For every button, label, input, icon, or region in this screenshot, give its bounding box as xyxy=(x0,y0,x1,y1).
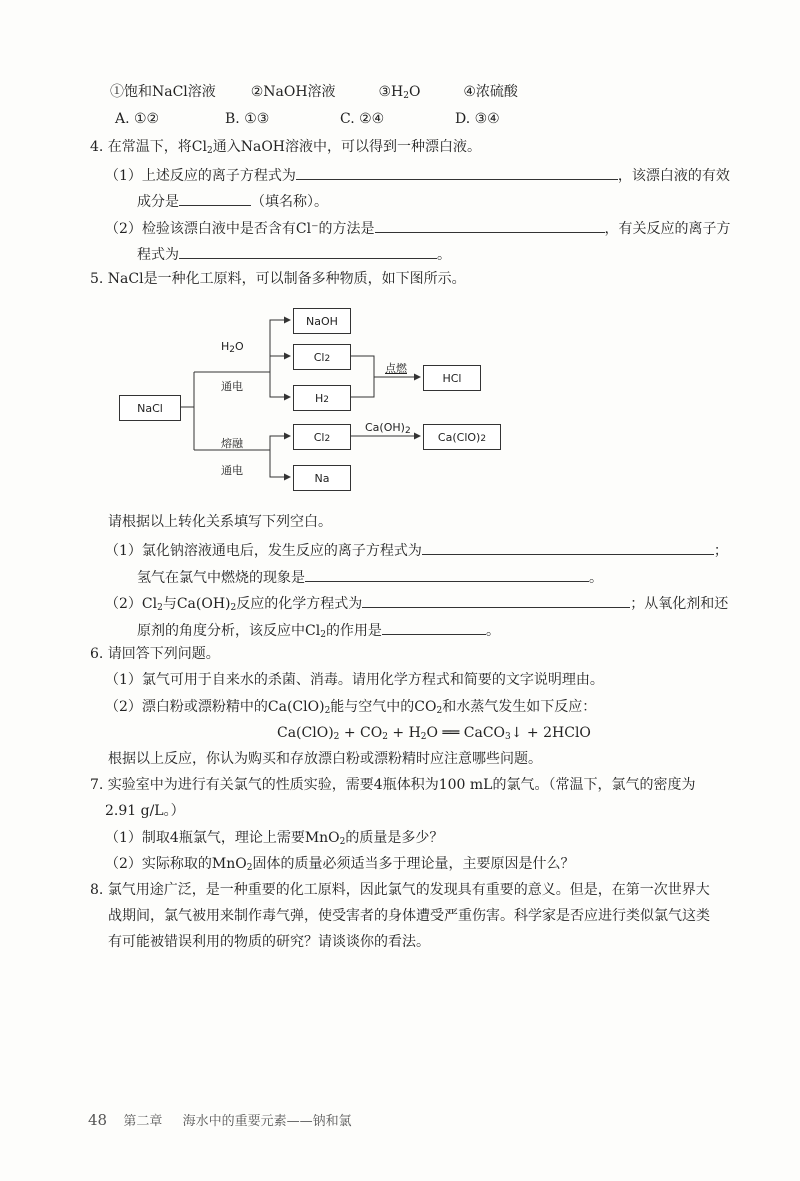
q3-choice-a: A. ①② xyxy=(115,111,160,127)
q5-part1-line2: 氢气在氯气中燃烧的现象是 。 xyxy=(137,570,603,586)
q6-stem: 6. 请回答下列问题。 xyxy=(90,646,220,662)
node-nacl: NaCl xyxy=(119,395,181,421)
label-electrolysis-top: 通电 xyxy=(221,380,243,393)
q3-option-4: ④浓硫酸 xyxy=(463,84,518,100)
q4-part2-line2: 程式为 。 xyxy=(137,247,451,263)
q4-part1-line1: （1）上述反应的离子方程式为 ，该漂白液的有效 xyxy=(105,168,730,184)
q3-options xyxy=(110,85,518,99)
label-electrolysis-bottom: 通电 xyxy=(221,464,243,477)
q5-intro: 请根据以上转化关系填写下列空白。 xyxy=(108,514,332,530)
q7-stem-line2: 2.91 g/L。） xyxy=(105,803,185,819)
nacl-conversion-diagram xyxy=(100,300,520,500)
q3-option-3: $③H_2O$ xyxy=(378,84,421,101)
q4-part2-line1: （2）检验该漂白液中是否含有Cl⁻的方法是 ，有关反应的离子方 xyxy=(105,221,731,237)
label-caoh2: $Ca(OH)_2$ xyxy=(365,421,411,436)
q5-part2-line1: $(2)Cl_2$与$Ca(OH)_2$反应的化学方程式为 ；从氧化剂和还 xyxy=(105,596,729,613)
label-molten: 熔融 xyxy=(221,437,243,450)
q4-part1-line2: 成分是 （填名称）。 xyxy=(137,194,328,210)
q7-stem-line1: 7. 实验室中为进行有关氯气的性质实验，需要4瓶体积为100 mL的氯气。（常温下，氯气的密度为 xyxy=(90,777,696,793)
q5-part1-line1: （1）氯化钠溶液通电后，发生反应的离子方程式为 ； xyxy=(105,543,728,559)
answer-blank[interactable] xyxy=(179,192,251,206)
node-h2: H $_2$ xyxy=(293,385,351,411)
q8-line1: 8. 氯气用途广泛，是一种重要的化工原料，因此氯气的发现具有重要的意义。但是，在第一次世界大 xyxy=(90,882,710,898)
q6-part1: （1）氯气可用于自来水的杀菌、消毒。请用化学方程式和简要的文字说明理由。 xyxy=(105,672,604,688)
chapter-label: 第二章 xyxy=(123,1114,163,1129)
q5-part2-line2: 原剂的角度分析，该反应中$Cl_2$的作用是 。 xyxy=(137,623,500,640)
page-footer xyxy=(88,1110,352,1129)
q3-choice-d: D. ③④ xyxy=(455,111,500,127)
q6-part2: （2）漂白粉或漂粉精中的$Ca(ClO)_2$能与空气中的$CO_2$和水蒸气发生如下反应： xyxy=(105,699,597,716)
q3-option-2: ②NaOH溶液 xyxy=(250,84,336,100)
node-hcl: HCl xyxy=(423,365,481,391)
answer-blank[interactable] xyxy=(296,166,618,180)
node-na: Na xyxy=(293,465,351,491)
q3-option-1: ①饱和NaCl溶液 xyxy=(110,84,216,100)
answer-blank[interactable] xyxy=(179,245,437,259)
node-naoh: NaOH xyxy=(293,308,351,334)
q8-line3: 有可能被错误利用的物质的研究？请谈谈你的看法。 xyxy=(108,934,430,950)
q6-tail: 根据以上反应，你认为购买和存放漂白粉或漂粉精时应注意哪些问题。 xyxy=(108,751,542,767)
answer-blank[interactable] xyxy=(305,568,589,582)
q7-part1: （1）制取4瓶氯气，理论上需要MnO$_2$的质量是多少？ xyxy=(105,830,444,847)
answer-blank[interactable] xyxy=(375,219,605,233)
node-cl2-molten: Cl $_2$ xyxy=(293,424,351,450)
page-number: 48 xyxy=(88,1111,108,1129)
q3-choice-b: B. ①③ xyxy=(225,111,270,127)
node-caclo2: Ca(ClO) $_2$ xyxy=(423,424,501,450)
answer-blank[interactable] xyxy=(422,541,714,555)
q5-stem: 5. NaCl是一种化工原料，可以制备多种物质，如下图所示。 xyxy=(90,271,466,287)
label-h2o: $H_2O$ xyxy=(221,340,244,355)
q6-equation: $Ca(ClO)_2 + CO_2 + H_2O$ ══ CaCO$_3$↓ + 2HClO xyxy=(277,725,591,742)
q7-part2: （2）实际称取的MnO$_2$固体的质量必须适当多于理论量，主要原因是什么？ xyxy=(105,856,575,873)
answer-blank[interactable] xyxy=(362,594,630,608)
chapter-title: 海水中的重要元素——钠和氯 xyxy=(182,1114,352,1129)
q8-line2: 战期间，氯气被用来制作毒气弹，使受害者的身体遭受严重伤害。科学家是否应进行类似氯气这类 xyxy=(108,908,710,924)
q4-stem: 4. 在常温下，将$Cl_2$通入NaOH溶液中，可以得到一种漂白液。 xyxy=(90,139,482,156)
label-ignite: 点燃 xyxy=(385,362,407,375)
node-cl2-electrolysis: Cl $_2$ xyxy=(293,344,351,370)
q3-choice-c: C. ②④ xyxy=(340,111,385,127)
answer-blank[interactable] xyxy=(382,621,486,635)
